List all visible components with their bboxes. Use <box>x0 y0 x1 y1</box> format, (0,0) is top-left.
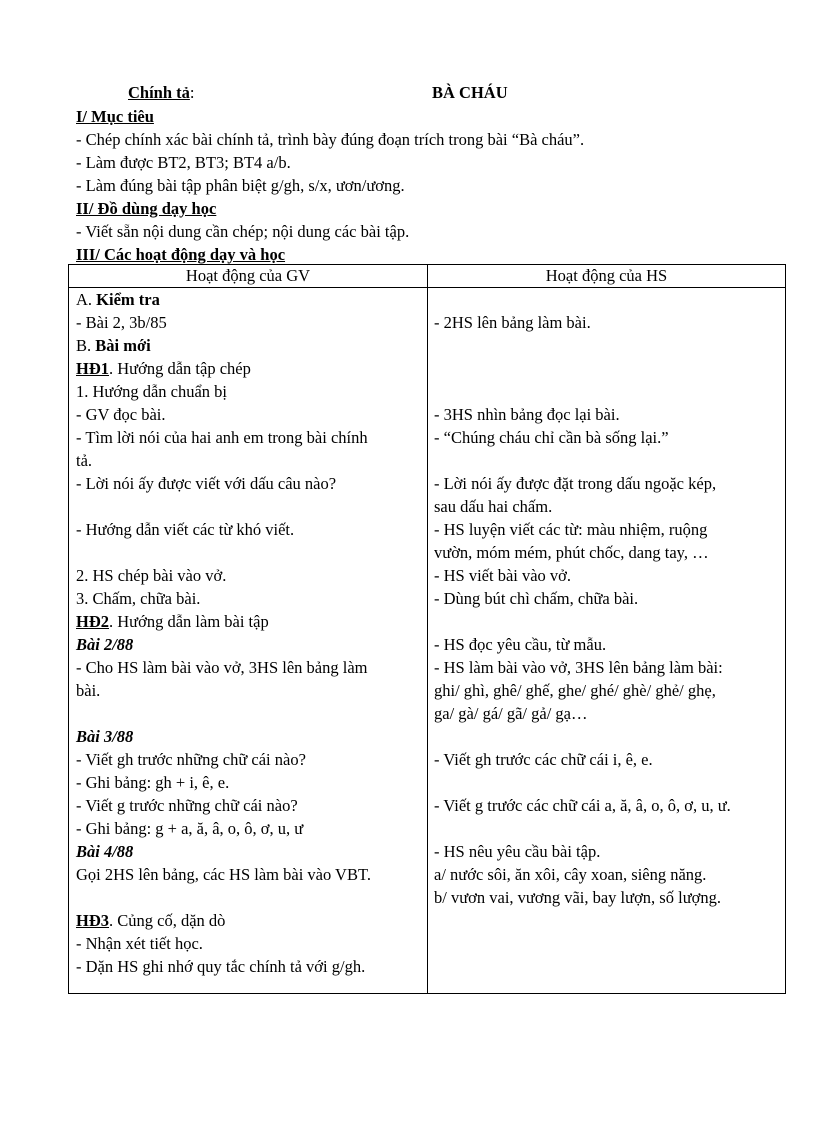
bai-2-heading: Bài 2/88 <box>76 635 134 654</box>
gv-row-blank-2 <box>76 541 371 564</box>
hs-row-blank-9 <box>434 817 731 840</box>
gv-row-1: - Bài 2, 3b/85 <box>76 313 167 332</box>
gv-column <box>76 288 371 978</box>
gv-row-11: bài. <box>76 681 101 700</box>
gv-row-14: - Viết g trước những chữ cái nào? <box>76 796 298 815</box>
bai-3-heading: Bài 3/88 <box>76 727 134 746</box>
hd1-label: HĐ1 <box>76 359 109 378</box>
hs-row-blank-6 <box>434 610 731 633</box>
hd1-text: . Hướng dẫn tập chép <box>109 359 251 378</box>
gv-a-prefix: A. <box>76 290 97 309</box>
hd3-text: . Củng cố, dặn dò <box>109 911 226 930</box>
gv-row-5: tả. <box>76 451 93 470</box>
hs-row-blank-5 <box>434 449 731 472</box>
gv-row-9: 3. Chấm, chữa bài. <box>76 589 201 608</box>
objective-3: - Làm đúng bài tập phân biệt g/gh, s/x, ươn/ương. <box>76 176 405 195</box>
hs-row-2: - 3HS nhìn bảng đọc lại bài. <box>434 405 620 424</box>
hs-row-13: ga/ gà/ gá/ gã/ gả/ gạ… <box>434 704 588 723</box>
gv-row-b <box>76 334 371 357</box>
hs-row-blank-1 <box>434 288 731 311</box>
gv-row-13: - Ghi bảng: gh + i, ê, e. <box>76 773 230 792</box>
hs-row-1: - 2HS lên bảng làm bài. <box>434 313 591 332</box>
gv-b-prefix: B. <box>76 336 96 355</box>
hs-row-8: - HS viết bài vào vở. <box>434 566 572 585</box>
hs-row-11: - HS làm bài vào vở, 3HS lên bảng làm bài: <box>434 658 723 677</box>
gv-row-16: Gọi 2HS lên bảng, các HS làm bài vào VBT. <box>76 865 371 884</box>
gv-row-hd1 <box>76 357 371 380</box>
gv-row-2: 1. Hướng dẫn chuẩn bị <box>76 382 228 401</box>
hs-row-10: - HS đọc yêu cầu, từ mẫu. <box>434 635 607 654</box>
section-3-heading: III/ Các hoạt động dạy và học <box>76 245 286 264</box>
gv-row-blank-3 <box>76 702 371 725</box>
hs-row-blank-4 <box>434 380 731 403</box>
hs-row-16: - HS nêu yêu cầu bài tập. <box>434 842 601 861</box>
gv-row-18: - Dặn HS ghi nhớ quy tắc chính tả với g/gh. <box>76 957 366 976</box>
header-gv: Hoạt động của GV <box>69 265 428 288</box>
hs-column <box>434 288 731 909</box>
gv-row-12: - Viết gh trước những chữ cái nào? <box>76 750 306 769</box>
gv-row-8: 2. HS chép bài vào vở. <box>76 566 227 585</box>
hs-row-4: - Lời nói ấy được đặt trong dấu ngoặc kép, <box>434 474 717 493</box>
subject-colon: : <box>189 83 195 102</box>
gv-a-heading: Kiểm tra <box>96 290 160 309</box>
hs-row-17: a/ nước sôi, ăn xôi, cây xoan, siêng năng. <box>434 865 707 884</box>
section-2-heading: II/ Đồ dùng dạy học <box>76 199 217 218</box>
gv-row-blank-1 <box>76 495 371 518</box>
gv-row-17: - Nhận xét tiết học. <box>76 934 203 953</box>
hs-row-7: vườn, móm mém, phút chốc, dang tay, … <box>434 543 709 562</box>
hd3-label: HĐ3 <box>76 911 109 930</box>
gv-row-hd3 <box>76 909 371 932</box>
gv-row-6: - Lời nói ấy được viết với dấu câu nào? <box>76 474 337 493</box>
gv-row-7: - Hướng dẫn viết các từ khó viết. <box>76 520 295 539</box>
hs-row-14: - Viết gh trước các chữ cái i, ê, e. <box>434 750 653 769</box>
hs-row-blank-3 <box>434 357 731 380</box>
gv-row-15: - Ghi bảng: g + a, ă, â, o, ô, ơ, u, ư <box>76 819 304 838</box>
hs-row-blank-7 <box>434 725 731 748</box>
hd2-text: . Hướng dẫn làm bài tập <box>109 612 269 631</box>
gv-row-a <box>76 288 371 311</box>
materials-1: - Viết sẵn nội dung cần chép; nội dung các bài tập. <box>76 222 410 241</box>
objective-1: - Chép chính xác bài chính tả, trình bày đúng đoạn trích trong bài “Bà cháu”. <box>76 130 585 149</box>
section-1-heading: I/ Mục tiêu <box>76 107 154 126</box>
subject-label: Chính tả <box>128 83 190 102</box>
gv-row-blank-4 <box>76 886 371 909</box>
subject-label-line <box>128 82 195 104</box>
gv-row-4: - Tìm lời nói của hai anh em trong bài chính <box>76 428 368 447</box>
hs-row-blank-2 <box>434 334 731 357</box>
gv-row-hd2 <box>76 610 371 633</box>
gv-row-3: - GV đọc bài. <box>76 405 166 424</box>
hs-row-blank-8 <box>434 771 731 794</box>
hs-row-18: b/ vươn vai, vương vãi, bay lượn, số lượng. <box>434 888 721 907</box>
hs-row-15: - Viết g trước các chữ cái a, ă, â, o, ô, ơ, u, ư. <box>434 796 731 815</box>
bai-4-heading: Bài 4/88 <box>76 842 134 861</box>
page-title: BÀ CHÁU <box>432 83 508 102</box>
gv-b-heading: Bài mới <box>95 336 151 355</box>
header-hs: Hoạt động của HS <box>428 265 786 288</box>
hs-row-5: sau dấu hai chấm. <box>434 497 553 516</box>
hs-row-9: - Dùng bút chì chấm, chữa bài. <box>434 589 639 608</box>
hd2-label: HĐ2 <box>76 612 109 631</box>
hs-row-3: - “Chúng cháu chỉ cần bà sống lại.” <box>434 428 669 447</box>
gv-row-10: - Cho HS làm bài vào vở, 3HS lên bảng làm <box>76 658 368 677</box>
hs-row-12: ghi/ ghì, ghê/ ghế, ghe/ ghé/ ghè/ ghẻ/ ghẹ, <box>434 681 716 700</box>
objective-2: - Làm được BT2, BT3; BT4 a/b. <box>76 153 291 172</box>
hs-row-6: - HS luyện viết các từ: màu nhiệm, ruộng <box>434 520 708 539</box>
